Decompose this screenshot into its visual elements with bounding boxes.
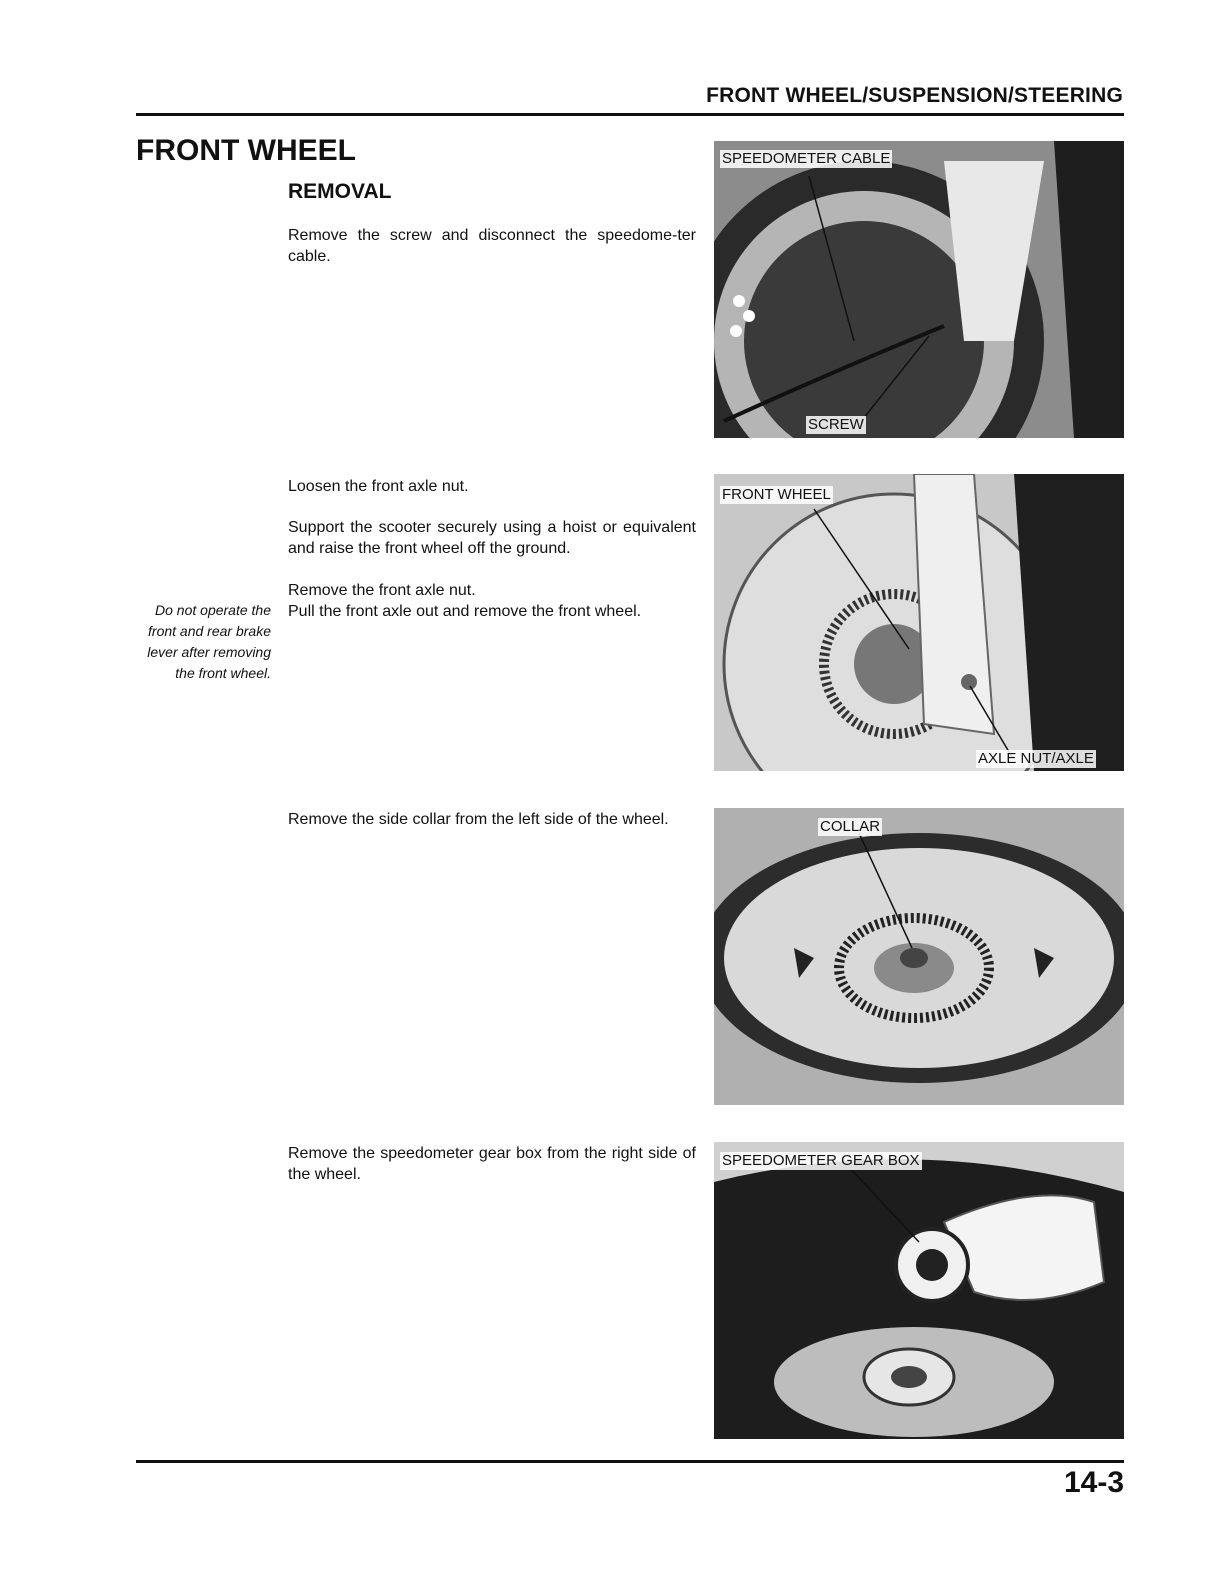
page-header-title: FRONT WHEEL/SUSPENSION/STEERING: [706, 84, 1123, 107]
figure-callout-screw: SCREW: [808, 416, 864, 433]
step-text-loosen-axle-nut: Loosen the front axle nut.: [288, 478, 469, 495]
photo-side-collar: [714, 808, 1124, 1105]
photo-speedometer-cable: [714, 141, 1124, 438]
step-text-remove-collar: Remove the side collar from the left side of the wheel.: [288, 811, 669, 828]
footer-rule: [136, 1460, 1124, 1463]
photo-front-wheel-axle: [714, 474, 1124, 771]
figure-callout-collar: COLLAR: [820, 818, 881, 835]
caution-side-note: Do not operate the front and rear brake lever after removing the front wheel.: [147, 602, 271, 681]
figure-callout-axle-nut-axle: AXLE NUT/AXLE: [978, 750, 1094, 767]
step-text-remove-gear-box: Remove the speedometer gear box from the right side of the wheel.: [288, 1145, 696, 1183]
step-text-remove-axle-nut: Remove the front axle nut.: [288, 582, 476, 599]
photo-speedometer-gear-box: [714, 1142, 1124, 1439]
header-rule: [136, 113, 1124, 116]
figure-callout-speedometer-gear-box: SPEEDOMETER GEAR BOX: [722, 1152, 920, 1169]
figure-callout-front-wheel: FRONT WHEEL: [722, 486, 831, 503]
figure-callout-speedometer-cable: SPEEDOMETER CABLE: [722, 150, 891, 167]
subsection-title: REMOVAL: [288, 180, 392, 203]
section-title: FRONT WHEEL: [136, 134, 356, 167]
page-number: 14-3: [1063, 1466, 1124, 1499]
step-text-pull-axle: Pull the front axle out and remove the front wheel.: [288, 603, 642, 620]
step-text-support-scooter: Support the scooter securely using a hoist or equivalent and raise the front wheel off the ground.: [288, 519, 696, 557]
step-text-disconnect-cable: Remove the screw and disconnect the speedome-ter cable.: [288, 227, 696, 265]
